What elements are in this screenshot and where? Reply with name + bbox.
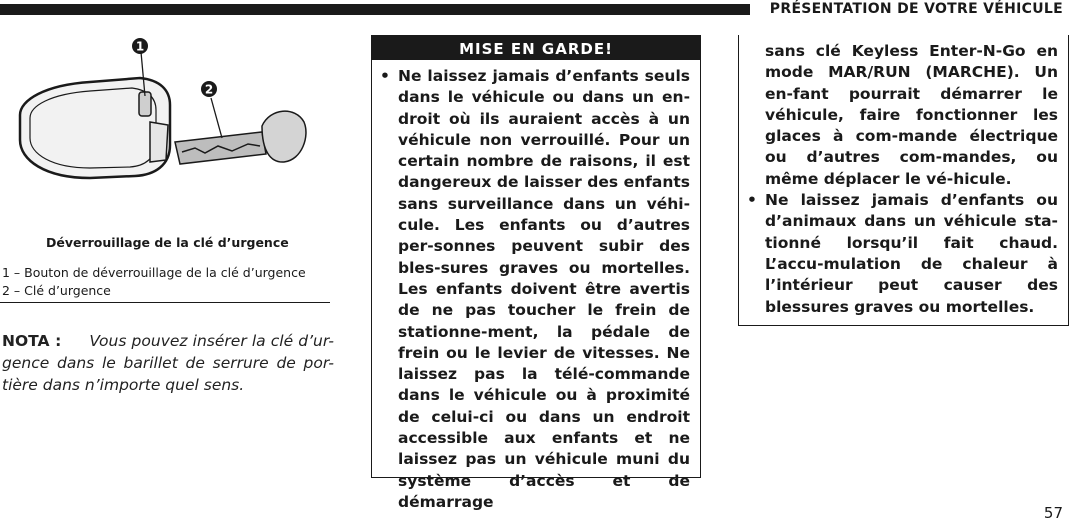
warning-item bbox=[747, 190, 1058, 318]
warning-item-text: Ne laissez jamais d’enfants seuls dans le véhicule ou dans un en-droit où ils auraient accès à un véhicule non verrouillé. Pour un certain nombre de raisons, il est dangereux de laisser des enfants sans surveillance dans un véhi-cule. Les enfants ou d’autres per-sonnes peuvent subir des bles-sures graves ou mortelles. Les enfants doivent être avertis de ne pas toucher le frein de stationne-ment, la pédale de frein ou le levier de vitesses. Ne laissez pas la télé-commande dans le véhicule ou à proximité de celui-ci ou dans un endroit accessible aux enfants et ne laissez pas un véhicule muni du système d’accès et de démarrage bbox=[398, 67, 690, 511]
warning-item bbox=[380, 66, 690, 513]
callout-line-2 bbox=[211, 98, 222, 138]
figure-legend bbox=[2, 264, 306, 300]
note-text: Vous pouvez insérer la clé d’ur-gence dans le barillet de serrure de por-tière dans n’importe quel sens. bbox=[2, 332, 334, 394]
warning-item-text: Ne laissez jamais d’enfants ou d’animaux dans un véhicule sta-tionné lorsqu’il fait chaud. L’accu-mulation de chaleur à l’intérieur peut causer des blessures graves ou mortelles. bbox=[765, 191, 1058, 316]
note-paragraph bbox=[2, 330, 334, 396]
bullet: • bbox=[747, 191, 757, 210]
legend-item: 2 – Clé d’urgence bbox=[2, 283, 111, 298]
legend-item: 1 – Bouton de déverrouillage de la clé d’urgence bbox=[2, 265, 306, 280]
note-label: NOTA : bbox=[2, 332, 62, 350]
warning-list bbox=[739, 190, 1068, 318]
callout-number-2: 2 bbox=[204, 82, 214, 97]
header-bar bbox=[0, 4, 750, 15]
figure-caption: Déverrouillage de la clé d’urgence bbox=[46, 235, 289, 250]
page-number: 57 bbox=[1043, 504, 1063, 522]
warning-box-continued bbox=[738, 35, 1069, 326]
warning-title: MISE EN GARDE! bbox=[372, 36, 700, 60]
warning-list bbox=[372, 60, 700, 513]
warning-box bbox=[371, 35, 701, 511]
callout-number-1: 1 bbox=[135, 39, 145, 54]
section-title: PRÉSENTATION DE VOTRE VÉHICULE bbox=[769, 1, 1063, 17]
divider bbox=[0, 302, 330, 303]
key-fob-illustration bbox=[0, 30, 340, 230]
warning-item-continued: sans clé Keyless Enter-N-Go en mode MAR/RUN (MARCHE). Un en-fant pourrait démarrer le véhicule, faire fonctionner les glaces à com-mande électrique ou d’autres com-mandes, ou même déplacer le vé-hicule. bbox=[765, 42, 1058, 188]
bullet: • bbox=[380, 67, 390, 85]
